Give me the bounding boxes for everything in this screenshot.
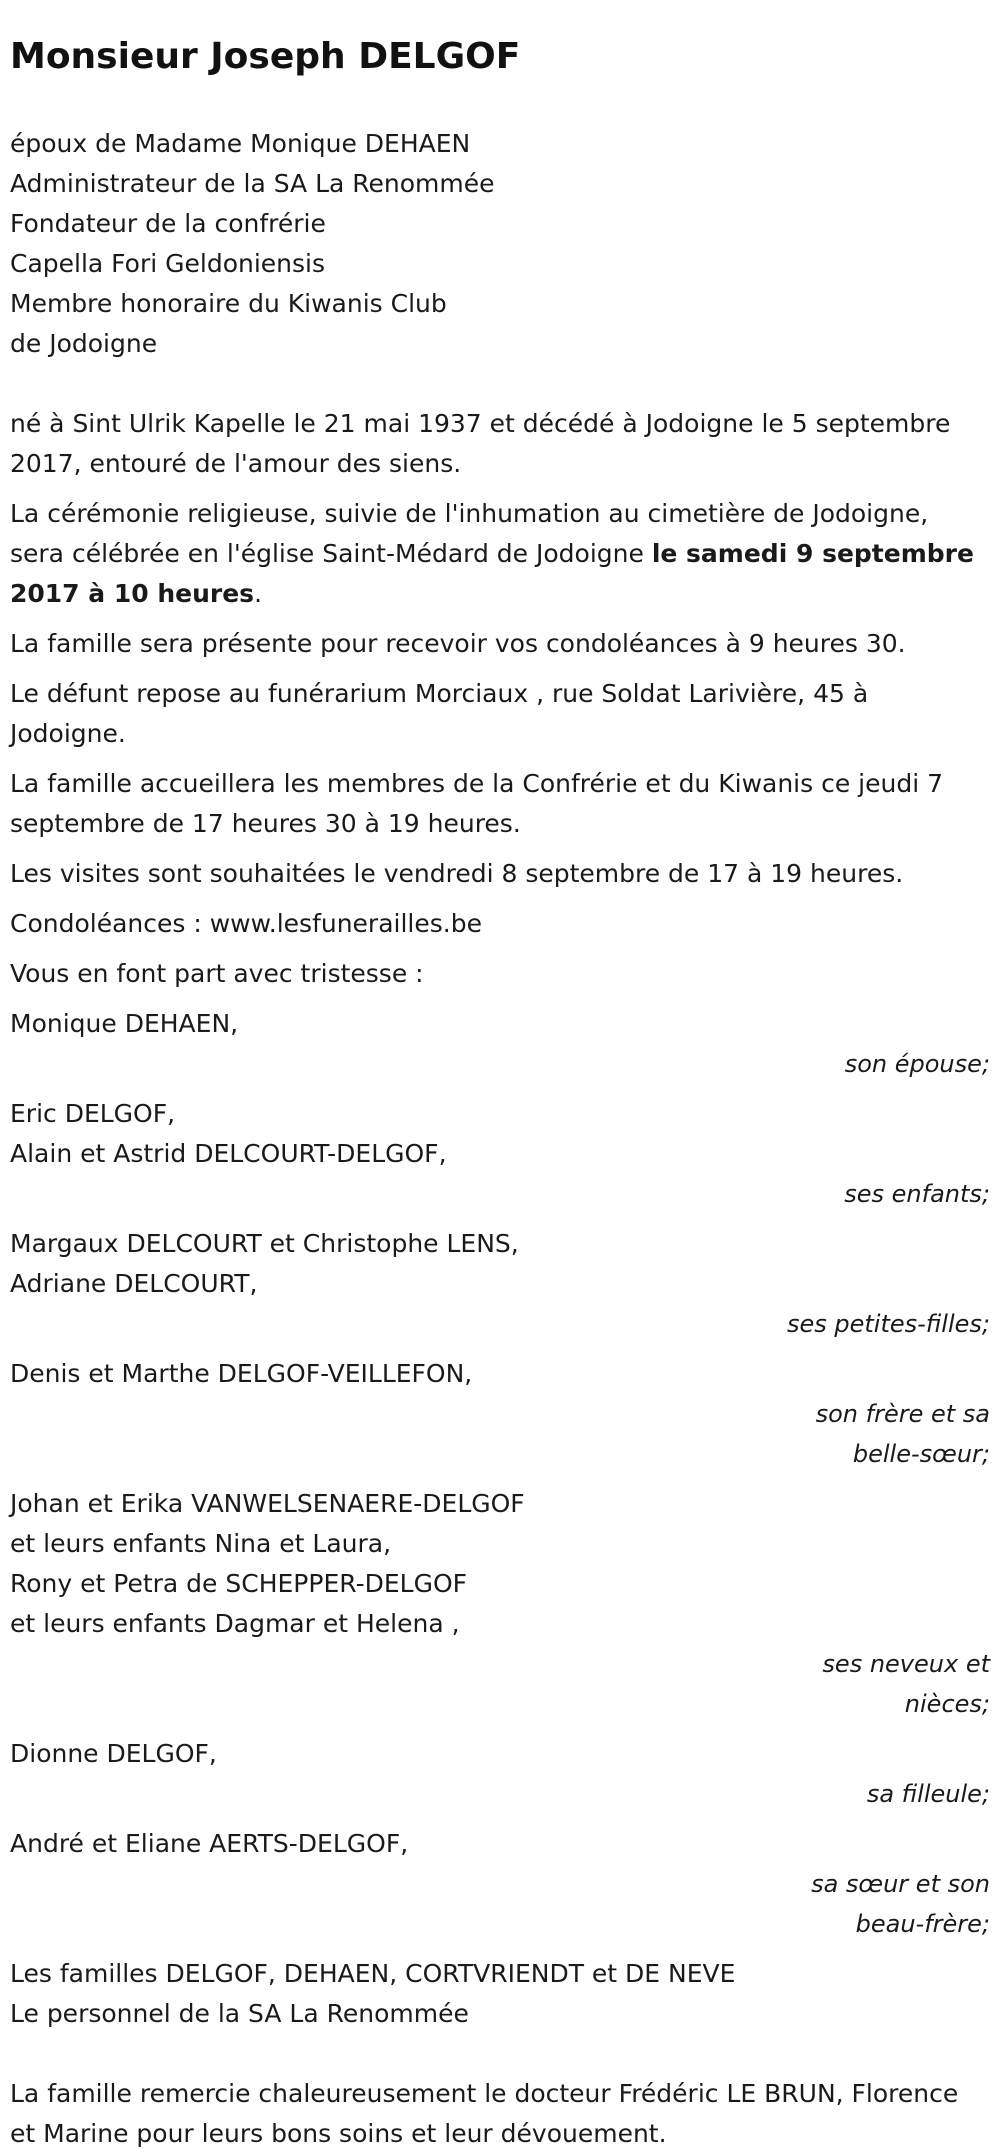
closing-line: Les familles DELGOF, DEHAEN, CORTVRIENDT et DE NEVE [10, 1959, 736, 1988]
family-relation: ses petites-filles; [786, 1310, 990, 1338]
intro-line: Membre honoraire du Kiwanis Club [10, 289, 447, 318]
family-name-line: Denis et Marthe DELGOF-VEILLEFON, [10, 1359, 473, 1388]
family-name-line: André et Eliane AERTS-DELGOF, [10, 1829, 409, 1858]
funerarium-paragraph: Le défunt repose au funérarium Morciaux , rue Soldat Larivière, 45 à Jodoigne. [10, 679, 869, 748]
family-names [10, 1734, 990, 1774]
closing-block [10, 1954, 990, 2034]
family-names [10, 1354, 990, 1394]
family-entry [10, 1354, 990, 1474]
closing-line: Le personnel de la SA La Renommée [10, 1999, 469, 2028]
visits-paragraph: Les visites sont souhaitées le vendredi 8 septembre de 17 à 19 heures. [10, 859, 904, 888]
family-name-line: et leurs enfants Dagmar et Helena , [10, 1609, 460, 1638]
family-entry [10, 1224, 990, 1344]
family-name-line: Alain et Astrid DELCOURT-DELGOF, [10, 1139, 447, 1168]
intro-line: Capella Fori Geldoniensis [10, 249, 326, 278]
birth-death-paragraph: né à Sint Ulrik Kapelle le 21 mai 1937 et décédé à Jodoigne le 5 septembre 2017, entouré de l'amour des siens. [10, 409, 951, 478]
ceremony-text: La cérémonie religieuse, suivie de l'inhumation au cimetière de Jodoigne, sera célébrée en l'église Saint-Médard de Jodoigne [10, 499, 929, 568]
family-entry [10, 1734, 990, 1814]
intro-line: Fondateur de la confrérie [10, 209, 326, 238]
family-relation: sa sœur et son beau-frère; [811, 1870, 990, 1938]
family-relation: ses enfants; [844, 1180, 990, 1208]
condolences-website: Condoléances : www.lesfunerailles.be [10, 909, 482, 938]
family-entry [10, 1004, 990, 1084]
family-names [10, 1224, 990, 1304]
family-names [10, 1094, 990, 1174]
intro-line: époux de Madame Monique DEHAEN [10, 129, 471, 158]
family-names [10, 1004, 990, 1044]
family-name-line: Dionne DELGOF, [10, 1739, 217, 1768]
ceremony-date: le samedi 9 septembre 2017 à 10 heures [10, 539, 974, 608]
family-entry [10, 1824, 990, 1944]
family-entry [10, 1484, 990, 1724]
family-names [10, 1824, 990, 1864]
family-name-line: Margaux DELCOURT et Christophe LENS, [10, 1229, 519, 1258]
family-entry [10, 1094, 990, 1214]
condolences-time-paragraph: La famille sera présente pour recevoir vos condoléances à 9 heures 30. [10, 629, 906, 658]
family-name-line: Adriane DELCOURT, [10, 1269, 258, 1298]
intro-block [10, 124, 990, 364]
family-relation: sa filleule; [866, 1780, 990, 1808]
ceremony-paragraph [10, 494, 990, 614]
thanks-paragraph: La famille remercie chaleureusement le docteur Frédéric LE BRUN, Florence et Marine pour leurs bons soins et leur dévouement. [10, 2079, 959, 2148]
family-name-line: Rony et Petra de SCHEPPER-DELGOF [10, 1569, 468, 1598]
family-name-line: et leurs enfants Nina et Laura, [10, 1529, 392, 1558]
family-name-line: Monique DEHAEN, [10, 1009, 239, 1038]
family-name-line: Eric DELGOF, [10, 1099, 176, 1128]
family-relation: son épouse; [844, 1050, 990, 1078]
intro-line: de Jodoigne [10, 329, 158, 358]
family-names [10, 1484, 990, 1644]
family-relation: ses neveux et nièces; [822, 1650, 990, 1718]
family-name-line: Johan et Erika VANWELSENAERE-DELGOF [10, 1489, 525, 1518]
family-relation: son frère et sa belle-sœur; [815, 1400, 990, 1468]
announcement-line: Vous en font part avec tristesse : [10, 959, 424, 988]
ceremony-end: . [254, 579, 263, 608]
intro-line: Administrateur de la SA La Renommée [10, 169, 495, 198]
confrerie-paragraph: La famille accueillera les membres de la Confrérie et du Kiwanis ce jeudi 7 septembre de 17 heures 30 à 19 heures. [10, 769, 944, 838]
page-title: Monsieur Joseph DELGOF [10, 36, 521, 77]
